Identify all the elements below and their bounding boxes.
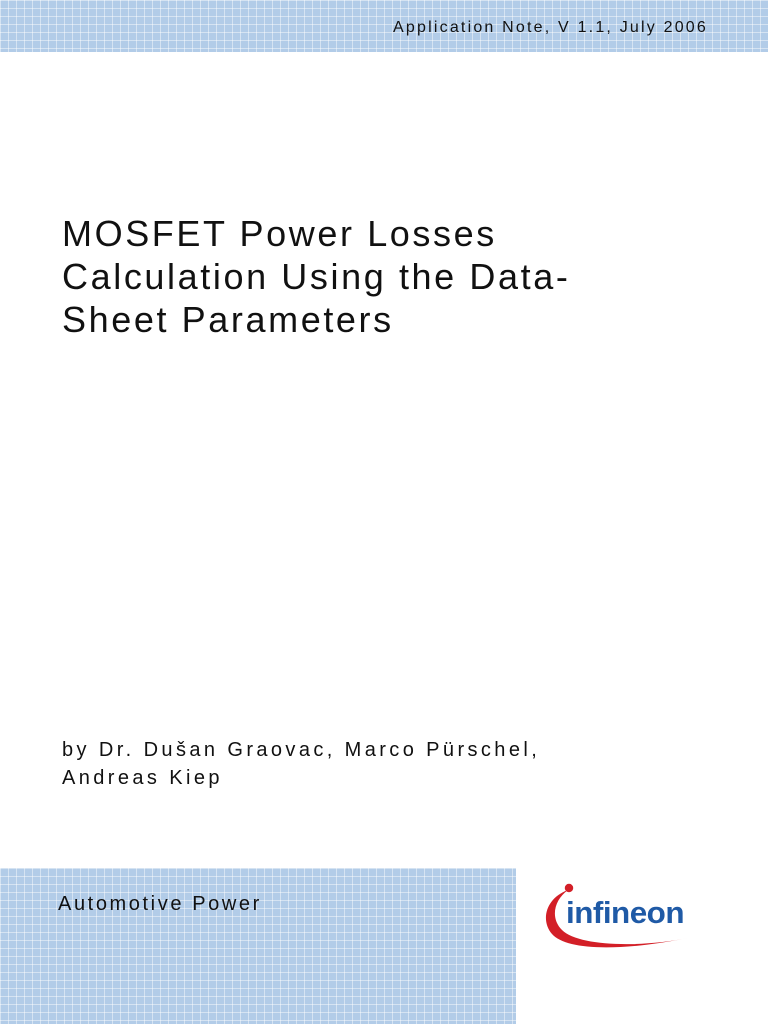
footer-band [0,868,516,1024]
document-title [62,212,702,341]
authors [62,736,742,792]
document-title-line: Calculation Using the Data- [62,256,571,297]
division-label: Automotive Power [58,893,262,915]
logo-text: infineon [566,895,684,930]
document-title-line: Sheet Parameters [62,299,394,340]
authors-line: by Dr. Dušan Graovac, Marco Pürschel, [62,739,541,761]
infineon-logo-icon [538,872,708,962]
authors-line: Andreas Kiep [62,767,223,789]
application-note-label: Application Note, V 1.1, July 2006 [393,19,708,36]
logo-dot [565,884,573,892]
infineon-logo [538,872,708,962]
header-band [0,0,768,52]
document-title-line: MOSFET Power Losses [62,213,497,254]
